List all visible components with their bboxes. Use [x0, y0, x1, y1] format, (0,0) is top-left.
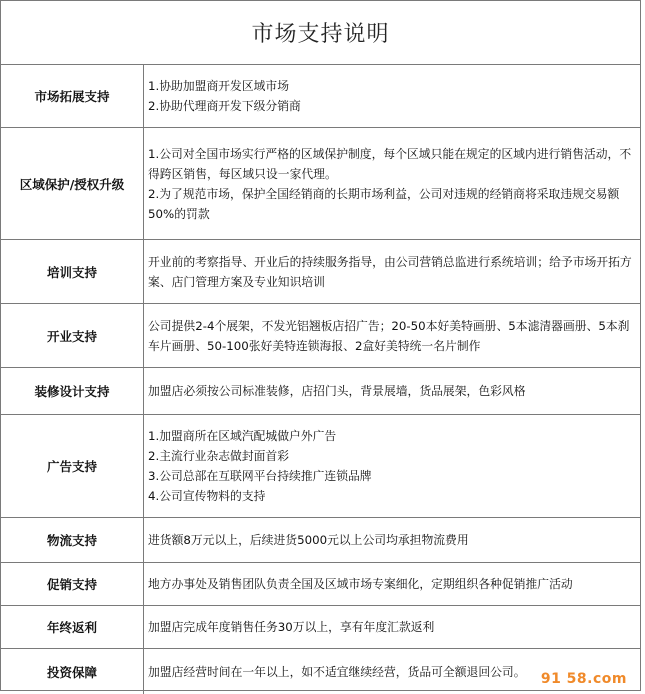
row-label: 区域保护/授权升级: [1, 128, 144, 239]
page-title: 市场支持说明: [1, 1, 640, 65]
table-row: [1, 606, 640, 649]
content-line: 2.主流行业杂志做封面首彩: [148, 449, 290, 463]
row-content: [144, 415, 640, 517]
row-label: 投资保障: [1, 649, 144, 694]
row-label: 开业支持: [1, 304, 144, 367]
content-line: 1.公司对全国市场实行严格的区域保护制度，每个区域只能在规定的区域内进行销售活动，不得跨区销售，每区域只设一家代理。: [148, 146, 632, 181]
row-label: 培训支持: [1, 240, 144, 303]
table-row: [1, 240, 640, 304]
table-row: [1, 368, 640, 415]
content-line: 加盟店必须按公司标准装修，店招门头，背景展墙，货品展架，色彩风格: [148, 384, 526, 398]
content-line: 1.加盟商所在区域汽配城做户外广告: [148, 429, 337, 443]
content-line: 3.公司总部在互联网平台持续推广连锁品牌: [148, 469, 372, 483]
row-label: 广告支持: [1, 415, 144, 517]
row-content: [144, 65, 640, 127]
table-row: [1, 518, 640, 563]
content-line: 2.协助代理商开发下级分销商: [148, 99, 301, 113]
row-label: 市场拓展支持: [1, 65, 144, 127]
table-row: [1, 563, 640, 606]
row-content: [144, 128, 640, 239]
row-content: [144, 563, 640, 605]
row-content: [144, 368, 640, 414]
content-line: 开业前的考察指导、开业后的持续服务指导，由公司营销总监进行系统培训；给予市场开拓方案、店门管理方案及专业知识培训: [148, 254, 632, 289]
content-line: 2.为了规范市场，保护全国经销商的长期市场利益，公司对违规的经销商将采取违规交易额50%的罚款: [148, 186, 620, 221]
table-row: [1, 65, 640, 128]
table-row: [1, 304, 640, 368]
content-line: 公司提供2-4个展架，不发光铝翘板店招广告；20-50本好美特画册、5本滤清器画册、5本刹车片画册、50-100张好美特连锁海报、2盒好美特统一名片制作: [148, 318, 630, 353]
table-row: [1, 415, 640, 518]
content-line: 4.公司宣传物料的支持: [148, 489, 266, 503]
content-line: 地方办事处及销售团队负责全国及区域市场专案细化，定期组织各种促销推广活动: [148, 577, 573, 591]
content-line: 进货额8万元以上，后续进货5000元以上公司均承担物流费用: [148, 533, 469, 547]
content-line: 1.协助加盟商开发区域市场: [148, 79, 290, 93]
row-content: [144, 606, 640, 648]
table-row: [1, 128, 640, 240]
row-content: [144, 240, 640, 303]
content-line: 加盟店经营时间在一年以上，如不适宜继续经营，货品可全额退回公司。: [148, 664, 526, 679]
content-line: 加盟店完成年度销售任务30万以上，享有年度汇款返利: [148, 620, 435, 634]
row-label: 装修设计支持: [1, 368, 144, 414]
row-label: 物流支持: [1, 518, 144, 562]
watermark-logo: 91 58.com: [540, 671, 627, 687]
row-content: [144, 304, 640, 367]
row-label: 促销支持: [1, 563, 144, 605]
row-label: 年终返利: [1, 606, 144, 648]
row-content: [144, 518, 640, 562]
